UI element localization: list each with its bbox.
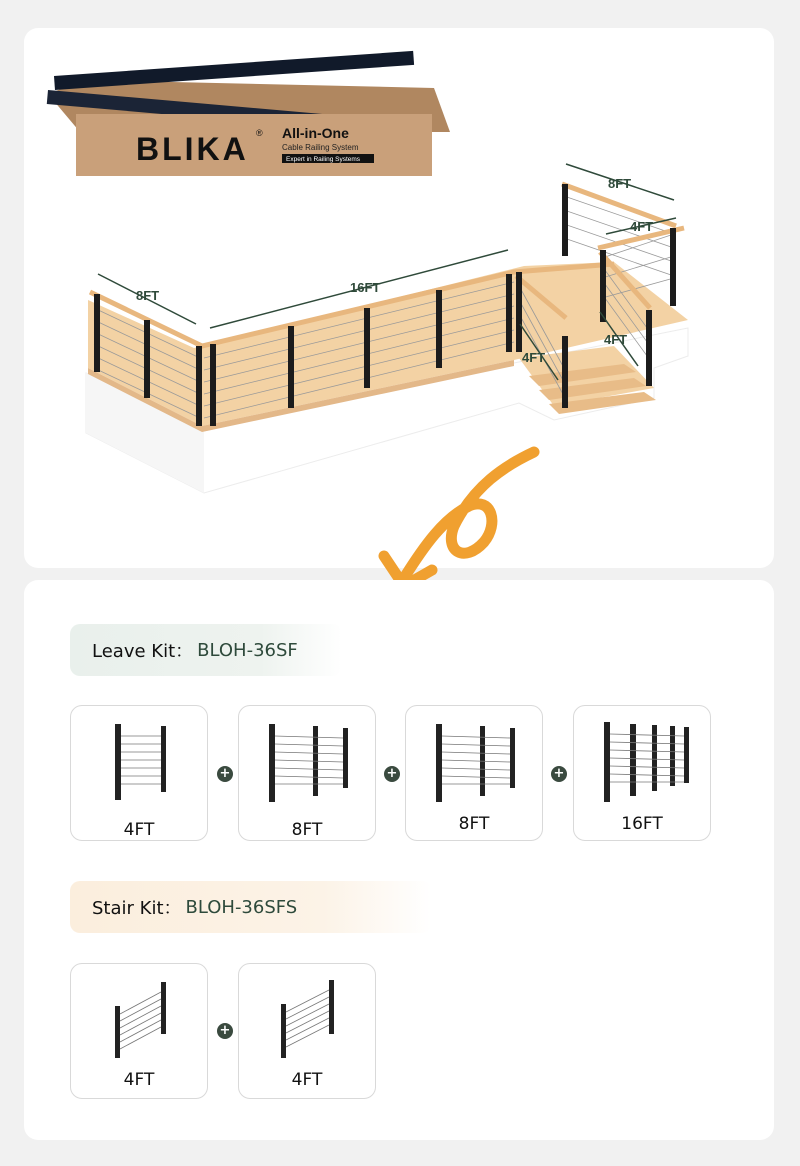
kit-item-label: 8FT <box>291 820 323 840</box>
arrow-icon <box>374 446 544 596</box>
dim-stair-right: 4FT <box>604 332 628 347</box>
panel-16ft-icon <box>574 706 712 816</box>
leave-kit-item <box>405 705 543 841</box>
kit-item-label: 16FT <box>621 814 663 834</box>
leave-kit-label: Leave Kit： <box>92 641 194 662</box>
panel-8ft-icon <box>406 706 544 816</box>
box-title: All-in-One <box>282 125 349 141</box>
plus-icon: + <box>551 766 567 782</box>
kit-item-label: 4FT <box>291 1070 323 1090</box>
dim-back-side: 4FT <box>630 219 654 234</box>
leave-kit-item <box>238 705 376 841</box>
box-subtitle: Cable Railing System <box>282 143 359 152</box>
plus-icon: + <box>217 766 233 782</box>
stair-kit-item <box>238 963 376 1099</box>
dim-stair-left: 4FT <box>522 350 546 365</box>
registered-mark: ® <box>256 128 263 138</box>
leave-kit-heading <box>70 624 342 676</box>
stair-kit-heading <box>70 881 432 933</box>
plus-icon: + <box>217 1023 233 1039</box>
kit-item-label: 8FT <box>458 814 490 834</box>
leave-kit-item <box>70 705 208 841</box>
dim-left: 8FT <box>136 288 160 303</box>
dim-back-top: 8FT <box>608 176 632 191</box>
stair-panel-icon <box>71 964 209 1074</box>
panel-4ft-icon <box>71 706 209 816</box>
box-tagline: Expert in Railing Systems <box>286 156 361 163</box>
stair-kit-item <box>70 963 208 1099</box>
stair-kit-label: Stair Kit： <box>92 898 182 919</box>
kit-item-label: 4FT <box>123 1070 155 1090</box>
plus-icon: + <box>384 766 400 782</box>
kit-item-label: 4FT <box>123 820 155 840</box>
stair-panel-icon <box>239 964 377 1074</box>
product-box <box>47 51 450 176</box>
brand-logo: BLIKA <box>136 131 249 167</box>
panel-8ft-icon <box>239 706 377 816</box>
dim-front: 16FT <box>350 280 381 295</box>
leave-kit-item <box>573 705 711 841</box>
stair-kit-code: BLOH-36SFS <box>185 896 298 918</box>
leave-kit-code: BLOH-36SF <box>197 639 298 661</box>
